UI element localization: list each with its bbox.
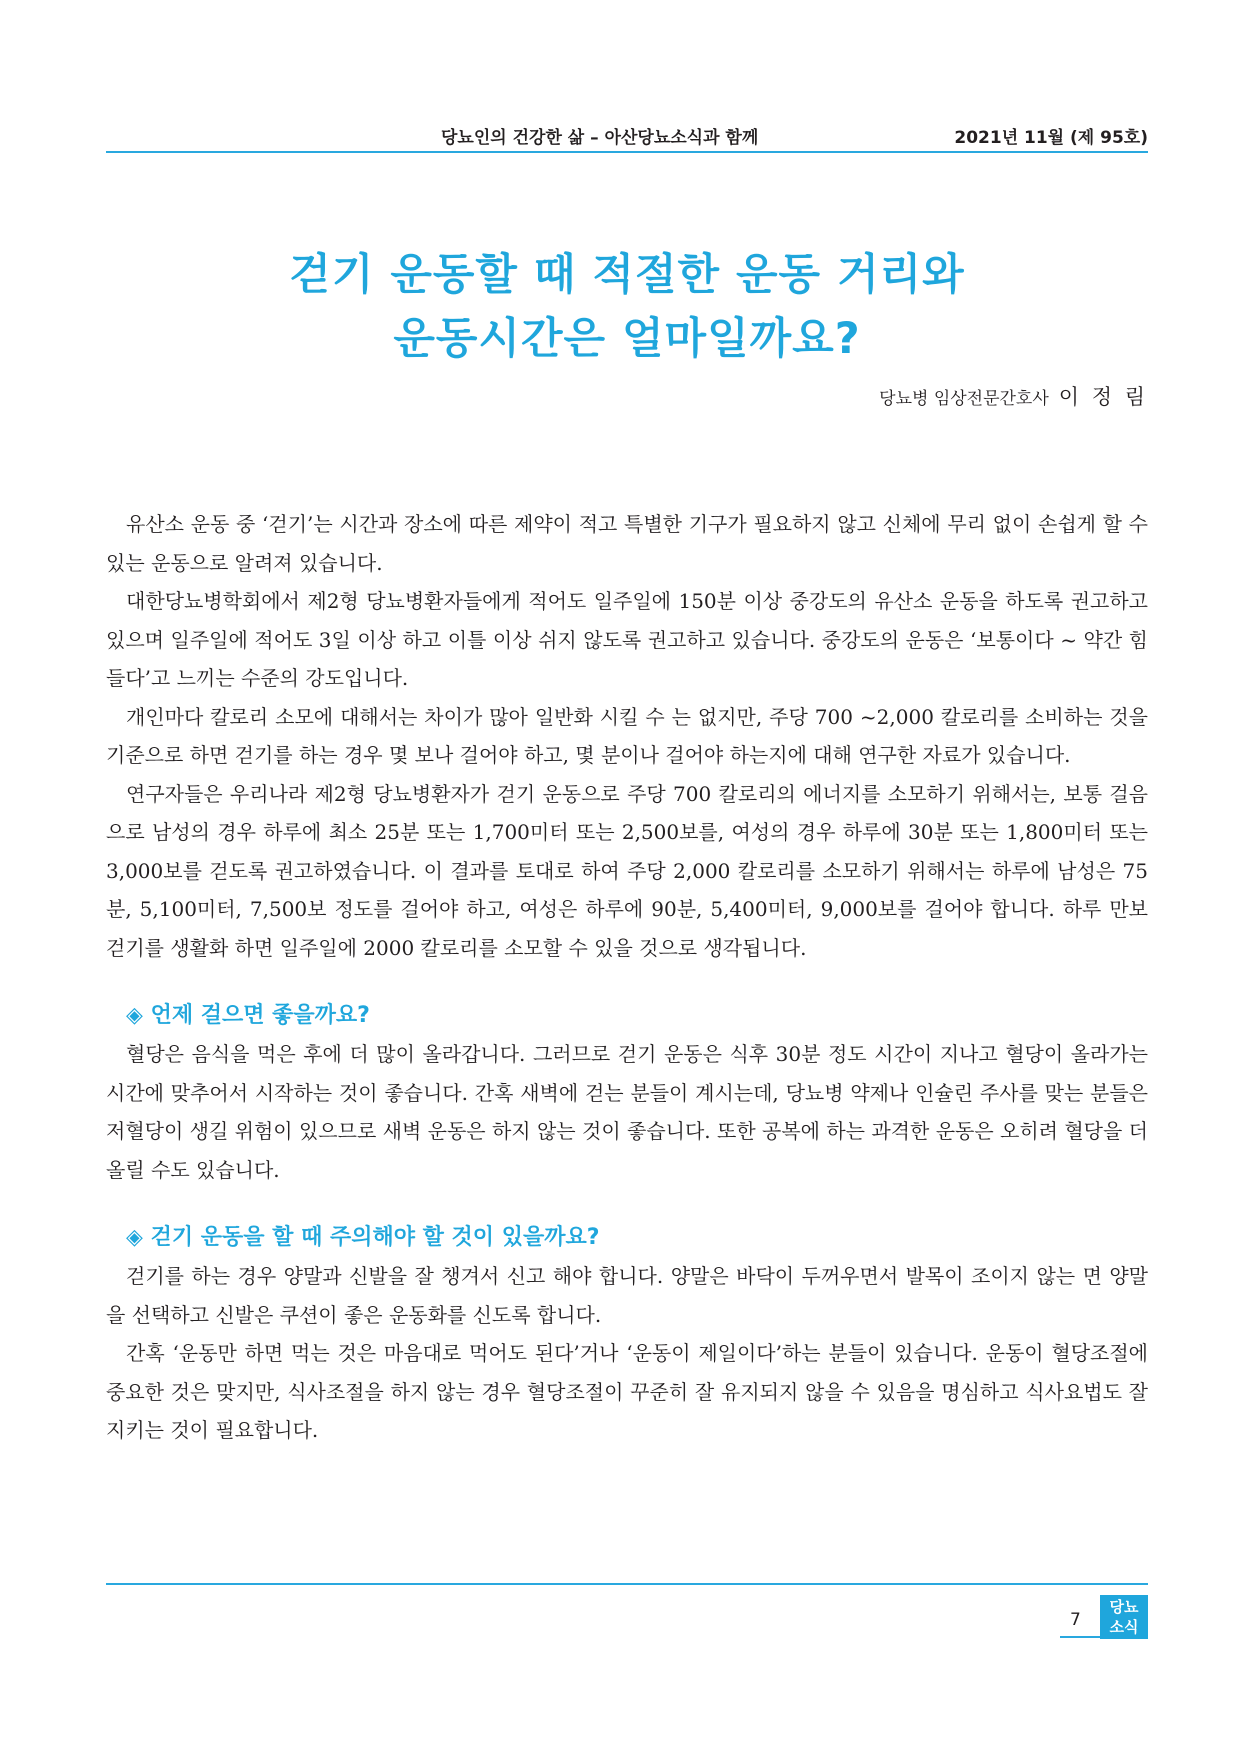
newsletter-badge (1100, 1595, 1148, 1639)
article-body (106, 505, 1148, 1450)
issue-date: 2021년 11월 (제 95호) (954, 128, 1148, 148)
paragraph: 연구자들은 우리나라 제2형 당뇨병환자가 걷기 운동으로 주당 700 칼로리의 에너지를 소모하기 위해서는, 보통 걸음으로 남성의 경우 하루에 최소 25분 또는 1,700미터 또는 2,500보를, 여성의 경우 하루에 30분 또는 1,800미터 또는 3,000보를 걷도록 권고하였습니다. 이 결과를 토대로 하여 주당 2,000 칼로리를 소모하기 위해서는 하루에 남성은 75분, 5,100미터, 7,500보 정도를 걸어야 하고, 여성은 하루에 90분, 5,400미터, 9,000보를 걸어야 합니다. 하루 만보 걷기를 생활화 하면 일주일에 2000 칼로리를 소모할 수 있을 것으로 생각됩니다. (106, 781, 1148, 960)
author-name: 이 정 림 (1058, 385, 1148, 409)
page-number: 7 (1070, 1610, 1081, 1630)
header-divider (106, 151, 1148, 153)
author-byline (879, 381, 1148, 411)
section-heading-precautions: ◈ 걷기 운동을 할 때 주의해야 할 것이 있을까요? (126, 1225, 600, 1250)
author-role: 당뇨병 임상전문간호사 (879, 389, 1049, 409)
paragraph: 혈당은 음식을 먹은 후에 더 많이 올라갑니다. 그러므로 걷기 운동은 식후 30분 정도 시간이 지나고 혈당이 올라가는 시간에 맞추어서 시작하는 것이 좋습니다. 간혹 새벽에 걷는 분들이 계시는데, 당뇨병 약제나 인슐린 주사를 맞는 분들은 저혈당이 생길 위험이 있으므로 새벽 운동은 하지 않는 것이 좋습니다. 또한 공복에 하는 과격한 운동은 오히려 혈당을 더 올릴 수도 있습니다. (106, 1042, 1148, 1182)
paragraph: 개인마다 칼로리 소모에 대해서는 차이가 많아 일반화 시킬 수 는 없지만, 주당 700 ~2,000 칼로리를 소비하는 것을 기준으로 하면 걷기를 하는 경우 몇 보나 걸어야 하고, 몇 분이나 걸어야 하는지에 대해 연구한 자료가 있습니다. (106, 704, 1148, 767)
footer-divider (106, 1583, 1148, 1585)
badge-line-2: 소식 (1109, 1618, 1139, 1636)
badge-line-1: 당뇨 (1109, 1598, 1139, 1616)
paragraph: 유산소 운동 중 ‘걷기’는 시간과 장소에 따른 제약이 적고 특별한 기구가 필요하지 않고 신체에 무리 없이 손쉽게 할 수 있는 운동으로 알려져 있습니다. (106, 512, 1148, 575)
paragraph: 간혹 ‘운동만 하면 먹는 것은 마음대로 먹어도 된다’거나 ‘운동이 제일이다’하는 분들이 있습니다. 운동이 혈당조절에 중요한 것은 맞지만, 식사조절을 하지 않는 경우 혈당조절이 꾸준히 잘 유지되지 않을 수 있음을 명심하고 식사요법도 잘 지키는 것이 필요합니다. (106, 1341, 1148, 1442)
paragraph: 대한당뇨병학회에서 제2형 당뇨병환자들에게 적어도 일주일에 150분 이상 중강도의 유산소 운동을 하도록 권고하고 있으며 일주일에 적어도 3일 이상 하고 이틀 이상 쉬지 않도록 권고하고 있습니다. 중강도의 운동은 ‘보통이다 ~ 약간 힘들다’고 느끼는 수준의 강도입니다. (106, 589, 1148, 690)
page-number-underline (1060, 1636, 1100, 1638)
title-line-1: 걷기 운동할 때 적절한 운동 거리와 (289, 250, 965, 300)
title-line-2: 운동시간은 얼마일까요? (393, 314, 861, 364)
article-title (106, 243, 1148, 371)
paragraph: 걷기를 하는 경우 양말과 신발을 잘 챙겨서 신고 해야 합니다. 양말은 바닥이 두꺼우면서 발목이 조이지 않는 면 양말을 선택하고 신발은 쿠션이 좋은 운동화를 신도록 합니다. (106, 1264, 1148, 1327)
section-heading-when-to-walk: ◈ 언제 걸으면 좋을까요? (126, 1003, 370, 1028)
running-header (106, 123, 1148, 153)
publication-series: 당뇨인의 건강한 삶 – 아산당뇨소식과 함께 (441, 128, 759, 148)
